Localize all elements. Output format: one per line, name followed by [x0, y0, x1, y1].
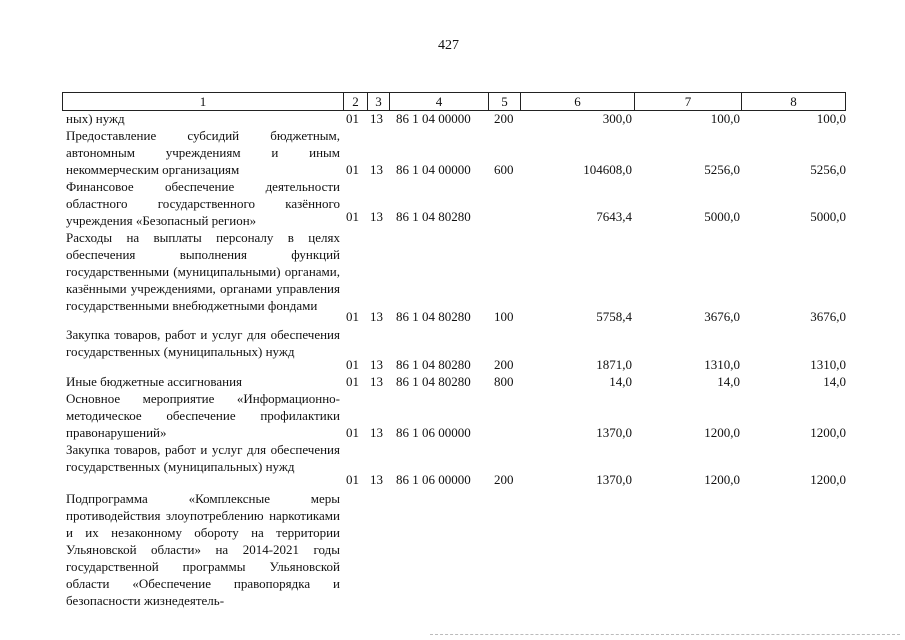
cell-section: 01: [346, 309, 359, 324]
cell-section: 01: [346, 162, 359, 177]
cell-amount-col7: 5256,0: [704, 162, 740, 177]
cell-expense-type: 200: [494, 357, 514, 372]
cell-amount-col6: 7643,4: [596, 209, 632, 224]
cell-target-code: 86 1 04 80280: [396, 309, 471, 324]
cell-subsection: 13: [370, 209, 383, 224]
cell-amount-col6: 1370,0: [596, 472, 632, 487]
cell-amount-col6: 1370,0: [596, 425, 632, 440]
bottom-rule: [430, 634, 900, 635]
row-name: Расходы на выплаты персоналу в целях обеспечения выполнения функций государственными (муниципальными) органами, казёнными учреждениями, органами управления государственными внебюджетными фондами: [66, 230, 340, 313]
cell-subsection: 13: [370, 472, 383, 487]
cell-section: 01: [346, 425, 359, 440]
header-col-5: 5: [489, 93, 521, 110]
cell-expense-type: 800: [494, 374, 514, 389]
cell-amount-col6: 5758,4: [596, 309, 632, 324]
cell-subsection: 13: [370, 111, 383, 126]
cell-amount-col7: 14,0: [717, 374, 740, 389]
cell-expense-type: 200: [494, 472, 514, 487]
cell-subsection: 13: [370, 425, 383, 440]
cell-target-code: 86 1 06 00000: [396, 472, 471, 487]
cell-amount-col8: 3676,0: [810, 309, 846, 324]
row-name: Закупка товаров, работ и услуг для обеспечения государственных (муниципальных) нужд: [66, 327, 340, 359]
cell-amount-col8: 5000,0: [810, 209, 846, 224]
cell-amount-col8: 1200,0: [810, 472, 846, 487]
cell-amount-col7: 100,0: [710, 111, 740, 126]
cell-amount-col7: 5000,0: [704, 209, 740, 224]
row-name: ных) нужд: [66, 111, 125, 126]
header-col-7: 7: [635, 93, 742, 110]
cell-amount-col8: 14,0: [823, 374, 846, 389]
cell-section: 01: [346, 472, 359, 487]
cell-amount-col8: 5256,0: [810, 162, 846, 177]
cell-subsection: 13: [370, 374, 383, 389]
header-col-8: 8: [790, 94, 797, 109]
cell-amount-col6: 1871,0: [596, 357, 632, 372]
cell-amount-col7: 1310,0: [704, 357, 740, 372]
cell-section: 01: [346, 374, 359, 389]
cell-amount-col8: 1310,0: [810, 357, 846, 372]
cell-subsection: 13: [370, 162, 383, 177]
header-col-1: 1: [63, 93, 344, 110]
cell-target-code: 86 1 04 00000: [396, 111, 471, 126]
row-name: Основное мероприятие «Информационно-методическое обеспечение профилактики правонарушений»: [66, 391, 340, 440]
cell-target-code: 86 1 04 80280: [396, 357, 471, 372]
cell-amount-col6: 14,0: [609, 374, 632, 389]
cell-amount-col6: 300,0: [602, 111, 632, 126]
cell-target-code: 86 1 06 00000: [396, 425, 471, 440]
cell-target-code: 86 1 04 00000: [396, 162, 471, 177]
cell-amount-col7: 1200,0: [704, 472, 740, 487]
row-name: Иные бюджетные ассигнования: [66, 374, 243, 389]
row-name: Предоставление субсидий бюджетным, автономным учреждениям и иным некоммерческим организациям: [66, 128, 340, 177]
cell-expense-type: 100: [494, 309, 514, 324]
cell-section: 01: [346, 209, 359, 224]
cell-subsection: 13: [370, 357, 383, 372]
cell-section: 01: [346, 357, 359, 372]
cell-target-code: 86 1 04 80280: [396, 209, 471, 224]
cell-expense-type: 600: [494, 162, 514, 177]
row-name: Финансовое обеспечение деятельности областного государственного казённого учреждения «Безопасный регион»: [66, 179, 340, 228]
cell-expense-type: 200: [494, 111, 514, 126]
row-name: Подпрограмма «Комплексные меры противодействия злоупотреблению наркотиками и их незаконному обороту на территории Ульяновской области» на 2014-2021 годы государственной программы Ульяновской области «Обеспечение правопорядка и безопасности жизнедеятель-: [66, 491, 340, 608]
header-col-4: 4: [390, 93, 489, 110]
cell-amount-col6: 104608,0: [583, 162, 632, 177]
cell-target-code: 86 1 04 80280: [396, 374, 471, 389]
header-col-6: 6: [521, 93, 635, 110]
row-name: Закупка товаров, работ и услуг для обеспечения государственных (муниципальных) нужд: [66, 442, 340, 474]
cell-amount-col7: 3676,0: [704, 309, 740, 324]
cell-amount-col7: 1200,0: [704, 425, 740, 440]
cell-section: 01: [346, 111, 359, 126]
header-col-2: 2: [344, 93, 368, 110]
cell-amount-col8: 1200,0: [810, 425, 846, 440]
page-number: 427: [438, 38, 459, 53]
cell-subsection: 13: [370, 309, 383, 324]
header-col-3: 3: [368, 93, 390, 110]
table-header: [62, 92, 846, 111]
cell-amount-col8: 100,0: [816, 111, 846, 126]
